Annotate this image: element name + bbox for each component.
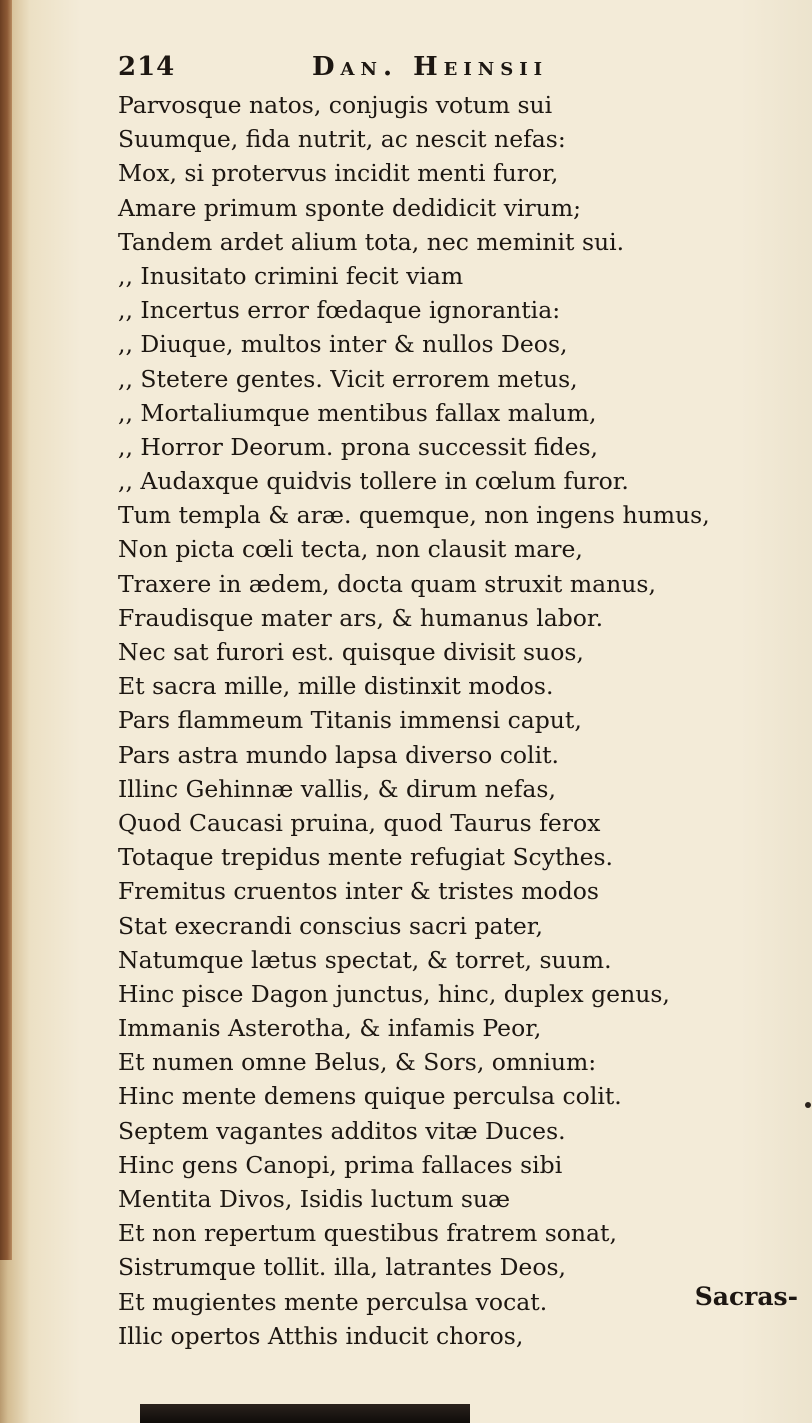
ink-spot [805, 1102, 811, 1108]
verse-line: Immanis Asterotha, & infamis Peor, [118, 1014, 542, 1043]
verse-line: ,, Mortaliumque mentibus fallax malum, [118, 398, 597, 427]
verse-line: Mentita Divos, Isidis luctum suæ [118, 1185, 511, 1213]
verse-line: Fraudisque mater ars, & humanus labor. [118, 603, 604, 632]
verse-line: Amare primum sponte dedidicit virum; [118, 193, 582, 222]
verse-line: Et non repertum questibus fratrem sonat, [118, 1219, 617, 1248]
verse-line: ,, Diuque, multos inter & nullos Deos, [118, 330, 568, 359]
verse-line: Parvosque natos, conjugis votum sui [118, 91, 553, 119]
verse-line: Tum templa & aræ. quemque, non ingens humus, [118, 501, 710, 530]
verse-line: Illinc Gehinnæ vallis, & dirum nefas, [118, 774, 556, 803]
verse-line: Stat execrandi conscius sacri pater, [118, 911, 543, 940]
verse-line: Pars flammeum Titanis immensi caput, [118, 706, 582, 735]
verse-line: Sistrumque tollit. illa, latrantes Deos, [118, 1253, 567, 1282]
verse-line: ,, Horror Deorum. prona successit fides, [118, 432, 599, 461]
verse-line: Et numen omne Belus, & Sors, omnium: [118, 1048, 597, 1077]
verse-line: Et sacra mille, mille distinxit modos. [118, 672, 554, 701]
book-binding-edge [0, 0, 12, 1260]
verse-line: Hinc gens Canopi, prima fallaces sibi [118, 1150, 563, 1179]
verse-line: Tandem ardet alium tota, nec meminit sui. [118, 227, 625, 256]
page-header [118, 52, 618, 90]
verse-line: Non picta cœli tecta, non clausit mare, [118, 535, 583, 564]
verse-line: Illic opertos Atthis inducit choros, [118, 1321, 524, 1350]
verse-line: Hinc mente demens quique perculsa colit. [118, 1082, 622, 1111]
verse-line: ,, Inusitato crimini fecit viam [118, 261, 464, 290]
verse-line: Traxere in ædem, docta quam struxit manus, [118, 569, 656, 598]
verse-line: ,, Audaxque quidvis tollere in cœlum furor. [118, 467, 629, 496]
verse-line: Quod Caucasi pruina, quod Taurus ferox [118, 808, 601, 837]
verse-line: Pars astra mundo lapsa diverso colit. [118, 740, 559, 769]
catchword: Sacras- [694, 1282, 798, 1311]
verse-line: Fremitus cruentos inter & tristes modos [118, 877, 599, 906]
verse-line: ,, Incertus error fœdaque ignorantia: [118, 296, 561, 325]
verse-line: Hinc pisce Dagon junctus, hinc, duplex genus, [118, 979, 670, 1008]
running-title: Dan. Heinsii [312, 52, 549, 82]
verse-line: Mox, si protervus incidit menti furor, [118, 159, 559, 188]
verse-line: Suumque, fida nutrit, ac nescit nefas: [118, 125, 566, 154]
verse-line: Et mugientes mente perculsa vocat. [118, 1287, 548, 1316]
verse-text [118, 88, 798, 1353]
scan-edge-shadow [140, 1404, 470, 1423]
verse-line: Totaque trepidus mente refugiat Scythes. [118, 843, 614, 872]
verse-line: Septem vagantes additos vitæ Duces. [118, 1116, 566, 1145]
verse-line: Nec sat furori est. quisque divisit suos, [118, 638, 584, 666]
page-number: 214 [118, 52, 176, 82]
verse-line: Natumque lætus spectat, & torret, suum. [118, 945, 612, 974]
verse-line: ,, Stetere gentes. Vicit errorem metus, [118, 364, 578, 393]
